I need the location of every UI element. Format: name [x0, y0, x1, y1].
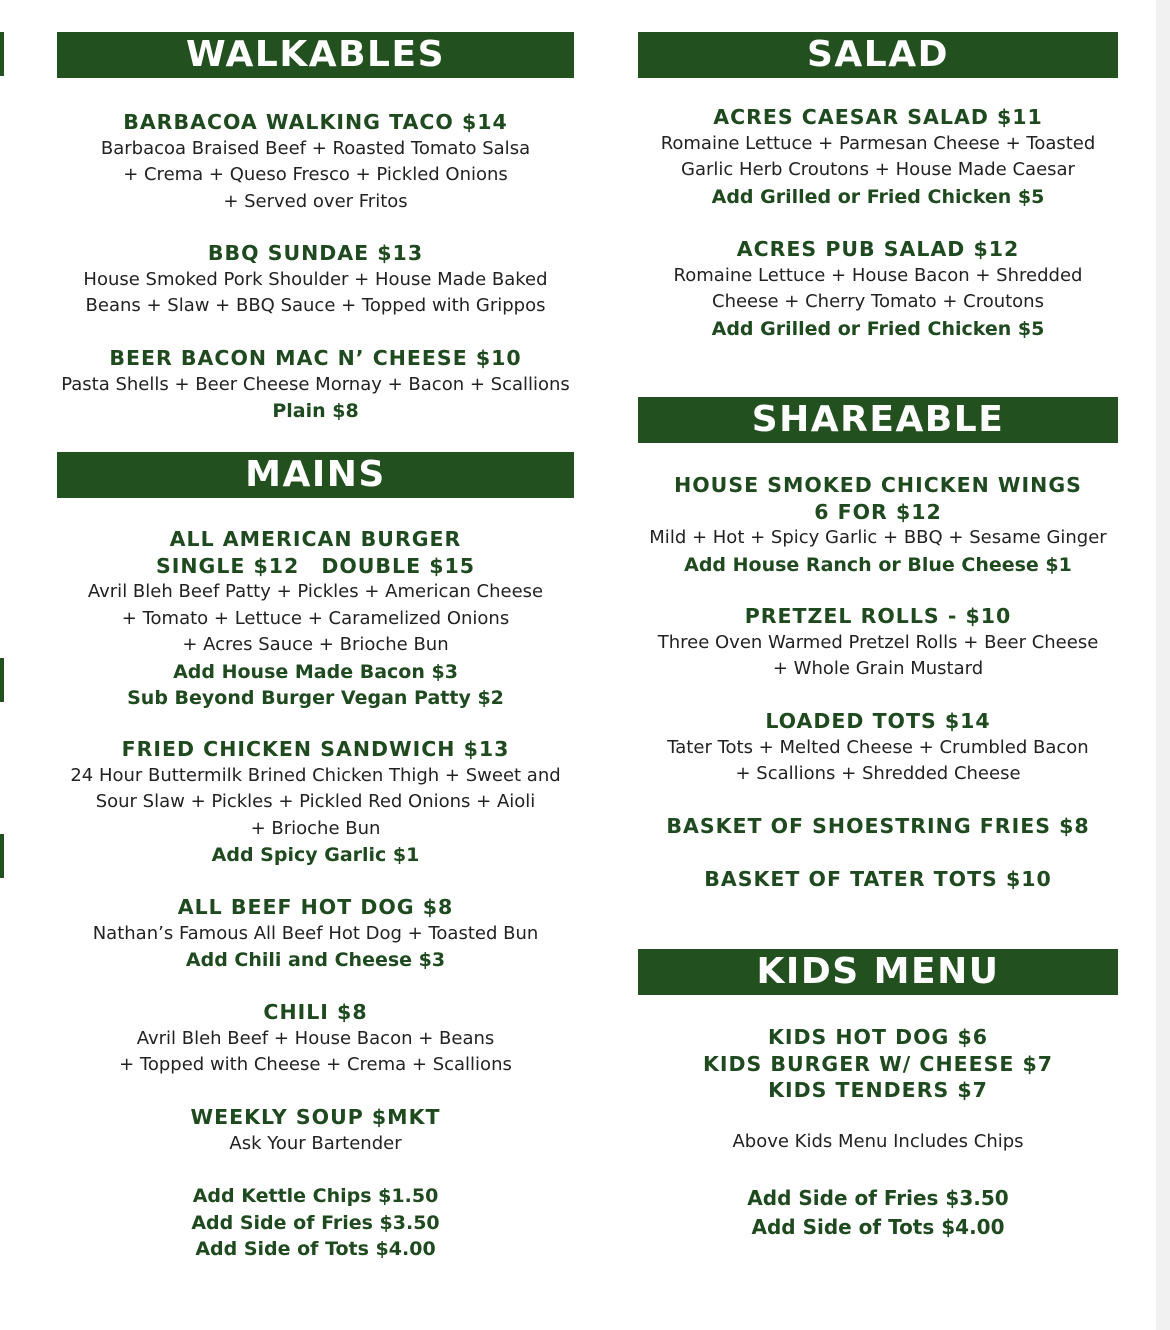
menu-item-loaded-tots [626, 708, 1130, 788]
menu-item-pretzel [626, 603, 1130, 683]
menu-item-mac [45, 345, 586, 425]
item-name: ALL AMERICAN BURGER [169, 527, 462, 551]
item-desc: Nathan’s Famous All Beef Hot Dog + Toasted Bun [92, 922, 539, 944]
item-desc: Three Oven Warmed Pretzel Rolls + Beer Cheese [657, 631, 1099, 653]
item-name: LOADED TOTS $14 [765, 709, 991, 733]
item-addon: Add House Ranch or Blue Cheese $1 [684, 553, 1072, 576]
menu-item-bbq-sundae [45, 240, 586, 320]
page-edge [1156, 0, 1170, 1330]
item-name: HOUSE SMOKED CHICKEN WINGS [674, 473, 1082, 497]
side-addon: Add Side of Fries $3.50 [747, 1186, 1009, 1210]
menu-item-soup [45, 1104, 586, 1157]
item-name: BARBACOA WALKING TACO $14 [123, 110, 508, 134]
item-name: BBQ SUNDAE $13 [207, 241, 424, 265]
menu-item-chili [45, 999, 586, 1079]
edge-mark [0, 834, 4, 878]
section-banner-mains: MAINS [57, 452, 574, 498]
side-addon: Add Side of Fries $3.50 [191, 1211, 440, 1234]
item-name: WEEKLY SOUP $MKT [190, 1105, 441, 1129]
edge-mark [0, 658, 4, 702]
menu-item-caesar [626, 104, 1130, 210]
section-banner-shareable: SHAREABLE [638, 397, 1118, 443]
item-desc: + Scallions + Shredded Cheese [735, 763, 1021, 784]
menu-item-fries-basket [626, 813, 1130, 840]
item-addon: Add Spicy Garlic $1 [211, 844, 420, 866]
menu-item-chicken-sandwich [45, 736, 586, 869]
section-banner-walkables: WALKABLES [57, 32, 574, 78]
side-addon: Add Kettle Chips $1.50 [192, 1185, 439, 1207]
item-addon: Add Grilled or Fried Chicken $5 [711, 185, 1045, 208]
kids-item: KIDS HOT DOG $6 [767, 1025, 989, 1049]
side-addon: Add Side of Tots $4.00 [195, 1238, 436, 1260]
item-desc: Cheese + Cherry Tomato + Croutons [712, 291, 1044, 312]
item-desc: + Brioche Bun [250, 817, 381, 839]
edge-mark [0, 32, 4, 76]
item-name: ACRES CAESAR SALAD $11 [713, 105, 1043, 129]
item-addon: Sub Beyond Burger Vegan Patty $2 [127, 687, 504, 709]
item-addon: Add Chili and Cheese $3 [185, 949, 446, 971]
item-name: PRETZEL ROLLS - $10 [744, 604, 1012, 628]
section-banner-kids: KIDS MENU [638, 949, 1118, 995]
item-addon: Add House Made Bacon $3 [173, 660, 458, 683]
item-addon: Plain $8 [272, 400, 359, 422]
item-desc: Sour Slaw + Pickles + Pickled Red Onions + Aioli [95, 791, 536, 812]
item-desc: Pasta Shells + Beer Cheese Mornay + Bacon + Scallions [61, 373, 570, 395]
item-desc: Garlic Herb Croutons + House Made Caesar [681, 159, 1075, 180]
kids-item: KIDS TENDERS $7 [768, 1078, 988, 1102]
item-desc: + Whole Grain Mustard [772, 658, 984, 679]
item-desc: Romaine Lettuce + Parmesan Cheese + Toasted [660, 132, 1096, 154]
item-price-line [45, 553, 586, 580]
item-price-double: DOUBLE $15 [321, 553, 476, 578]
item-name: FRIED CHICKEN SANDWICH $13 [121, 737, 510, 761]
menu-item-barbacoa [45, 109, 586, 215]
item-desc: + Served over Fritos [223, 190, 408, 212]
item-desc: Avril Bleh Beef Patty + Pickles + American Cheese [87, 581, 544, 602]
item-name: ALL BEEF HOT DOG $8 [177, 895, 454, 919]
item-desc: + Acres Sauce + Brioche Bun [182, 634, 449, 655]
item-desc: Tater Tots + Melted Cheese + Crumbled Bacon [667, 736, 1089, 758]
menu-item-tots-basket [626, 866, 1130, 893]
side-addon: Add Side of Tots $4.00 [751, 1215, 1005, 1239]
item-name: BASKET OF TATER TOTS $10 [704, 867, 1052, 891]
item-name: BEER BACON MAC N’ CHEESE $10 [109, 346, 522, 370]
item-name: BASKET OF SHOESTRING FRIES $8 [666, 814, 1090, 838]
item-desc: Beans + Slaw + BBQ Sauce + Topped with Grippos [85, 295, 546, 316]
kids-note [626, 1129, 1130, 1156]
kids-sides [626, 1184, 1130, 1242]
item-name: ACRES PUB SALAD $12 [736, 237, 1020, 261]
item-price: 6 FOR $12 [814, 499, 942, 524]
item-desc: Avril Bleh Beef + House Bacon + Beans [136, 1027, 495, 1049]
item-name: CHILI $8 [263, 1000, 368, 1024]
item-desc: + Topped with Cheese + Crema + Scallions [119, 1054, 512, 1075]
menu-item-hot-dog [45, 894, 586, 974]
item-price-single: SINGLE $12 [155, 553, 300, 578]
menu-item-burger [45, 526, 586, 712]
item-desc: Romaine Lettuce + House Bacon + Shredded [673, 264, 1083, 286]
item-desc: + Crema + Queso Fresco + Pickled Onions [123, 164, 508, 185]
item-desc: + Tomato + Lettuce + Caramelized Onions [121, 607, 510, 629]
kids-note-text: Above Kids Menu Includes Chips [732, 1131, 1024, 1152]
item-addon: Add Grilled or Fried Chicken $5 [711, 317, 1045, 340]
item-desc: Barbacoa Braised Beef + Roasted Tomato Salsa [100, 137, 531, 159]
mains-sides [45, 1183, 586, 1263]
item-desc: Mild + Hot + Spicy Garlic + BBQ + Sesame Ginger [649, 527, 1107, 548]
item-desc: 24 Hour Buttermilk Brined Chicken Thigh + Sweet and [70, 764, 561, 786]
kids-item: KIDS BURGER W/ CHEESE $7 [702, 1051, 1054, 1076]
section-banner-salad: SALAD [638, 32, 1118, 78]
menu-item-wings [626, 472, 1130, 578]
menu-item-pub-salad [626, 236, 1130, 342]
item-desc: House Smoked Pork Shoulder + House Made Baked [83, 268, 548, 290]
kids-items [626, 1024, 1130, 1104]
item-desc: Ask Your Bartender [229, 1132, 402, 1154]
